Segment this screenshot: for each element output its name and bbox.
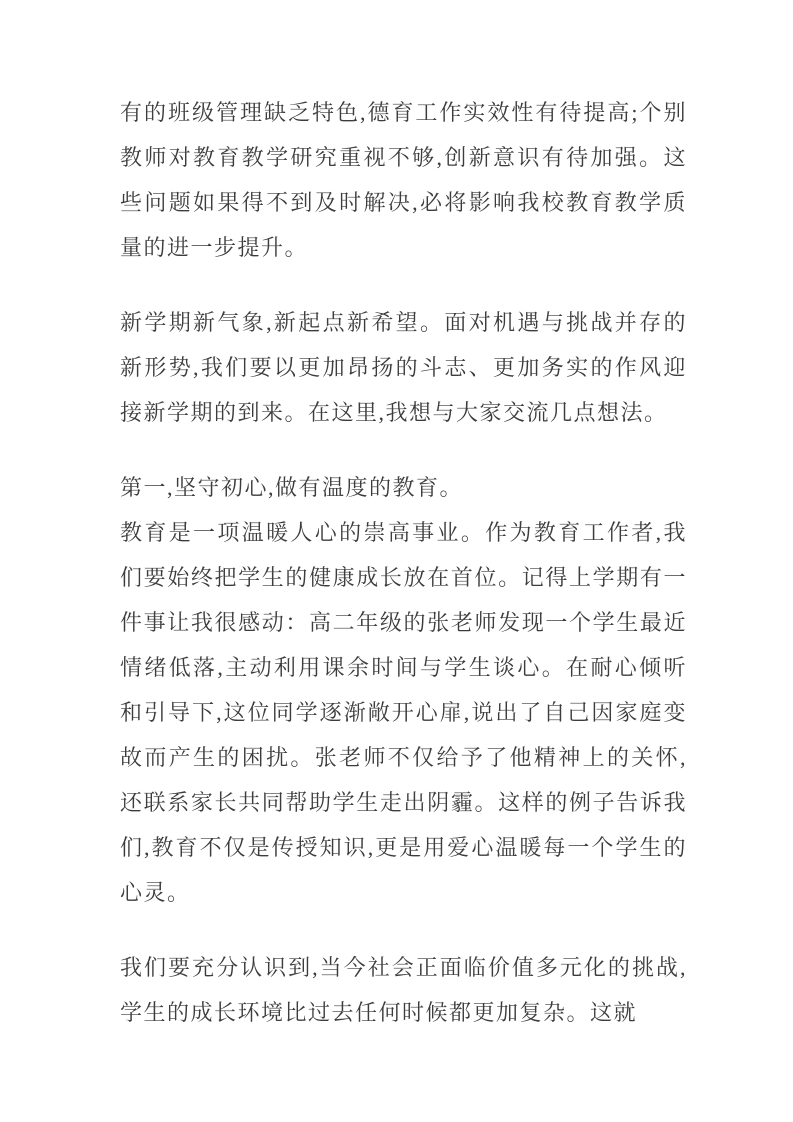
- paragraph-new-semester: 新学期新气象,新起点新希望。面对机遇与挑战并存的新形势,我们要以更加昂扬的斗志、更加务实的作风迎接新学期的到来。在这里,我想与大家交流几点想法。: [120, 310, 687, 425]
- paragraph-value-diversity: 我们要充分认识到,当今社会正面临价值多元化的挑战,学生的成长环境比过去任何时候都更加复杂。这就: [120, 955, 687, 1025]
- section-heading-first-point: 第一,坚守初心,做有温度的教育。: [120, 475, 464, 500]
- paragraph-warm-education-story: 教育是一项温暖人心的崇高事业。作为教育工作者,我们要始终把学生的健康成长放在首位。记得上学期有一件事让我很感动：高二年级的张老师发现一个学生最近情绪低落,主动利用课余时间与学生谈心。在耐心倾听和引导下,这位同学逐渐敞开心扉,说出了自己因家庭变故而产生的困扰。张老师不仅给予了他精神上的关怀,还联系家长共同帮助学生走出阴霾。这样的例子告诉我们,教育不仅是传授知识,更是用爱心温暖每一个学生的心灵。: [120, 520, 687, 905]
- paragraph-problems: 有的班级管理缺乏特色,德育工作实效性有待提高;个别教师对教育教学研究重视不够,创新意识有待加强。这些问题如果得不到及时解决,必将影响我校教育教学质量的进一步提升。: [120, 100, 687, 260]
